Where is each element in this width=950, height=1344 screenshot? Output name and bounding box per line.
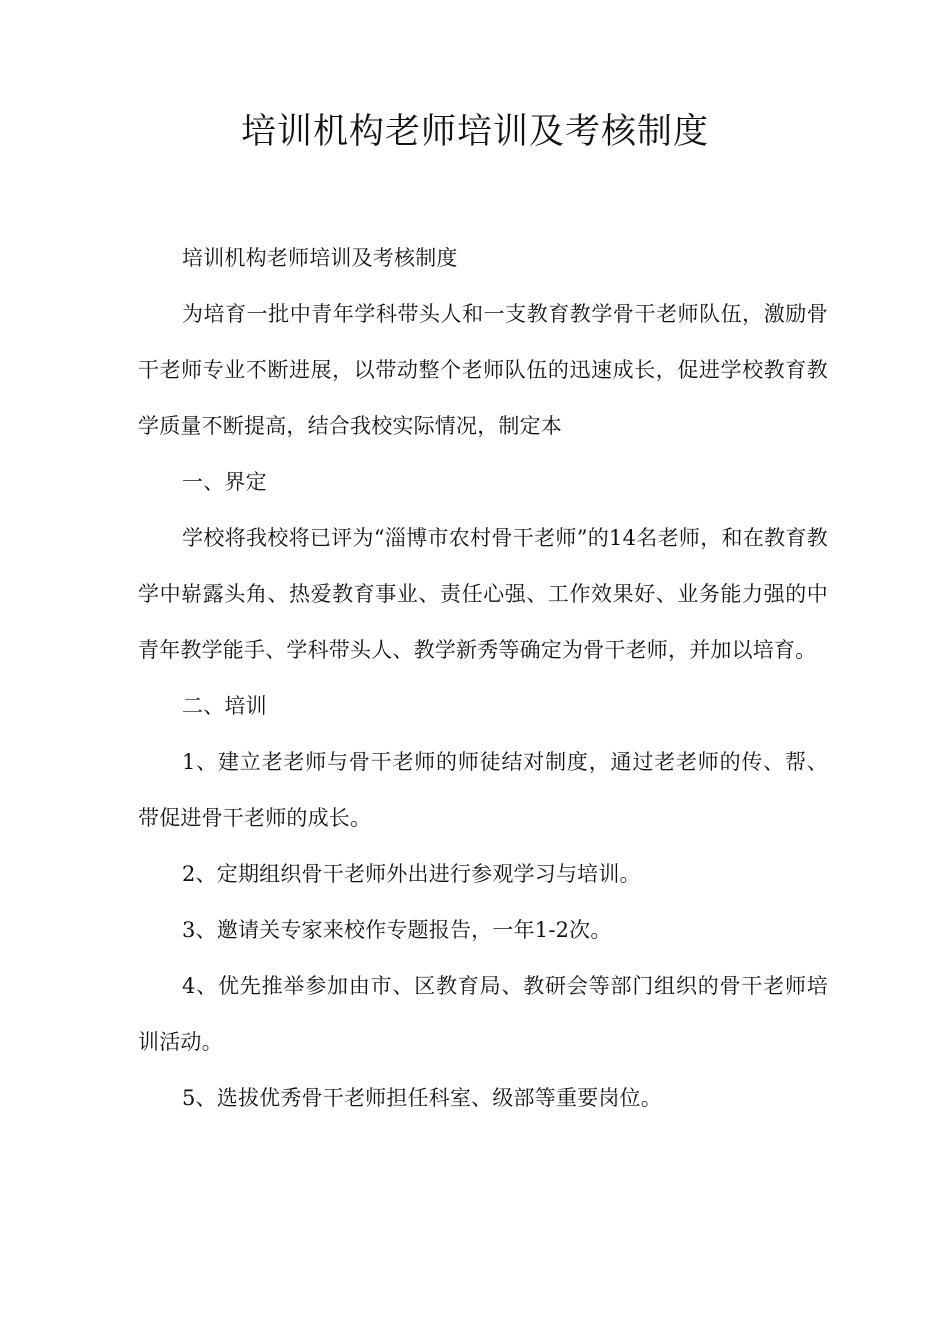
training-item-4: 4、优先推举参加由市、区教育局、教研会等部门组织的骨干老师培训活动。	[138, 974, 828, 1054]
training-item-2: 2、定期组织骨干老师外出进行参观学习与培训。	[182, 862, 641, 886]
paragraph-definition: 学校将我校将已评为“淄博市农村骨干老师”的14名老师，和在教育教学中崭露头角、热爱教育事业、责任心强、工作效果好、业务能力强的中青年教学能手、学科带头人、教学新秀等确定为骨干老师，并加以培育。	[138, 526, 828, 662]
document-body	[138, 230, 828, 1126]
section-heading-training: 二、培训	[182, 694, 267, 718]
document-title: 培训机构老师培训及考核制度	[240, 112, 709, 152]
paragraph-subtitle: 培训机构老师培训及考核制度	[182, 246, 458, 270]
training-item-5: 5、选拔优秀骨干老师担任科室、级部等重要岗位。	[182, 1086, 662, 1110]
training-item-1: 1、建立老老师与骨干老师的师徒结对制度，通过老老师的传、帮、带促进骨干老师的成长。	[138, 750, 828, 830]
training-item-3: 3、邀请关专家来校作专题报告，一年1-2次。	[182, 918, 612, 942]
section-heading-definition: 一、界定	[182, 470, 267, 494]
paragraph-purpose: 为培育一批中青年学科带头人和一支教育教学骨干老师队伍，激励骨干老师专业不断进展，以带动整个老师队伍的迅速成长，促进学校教育教学质量不断提高，结合我校实际情况，制定本	[138, 302, 828, 438]
